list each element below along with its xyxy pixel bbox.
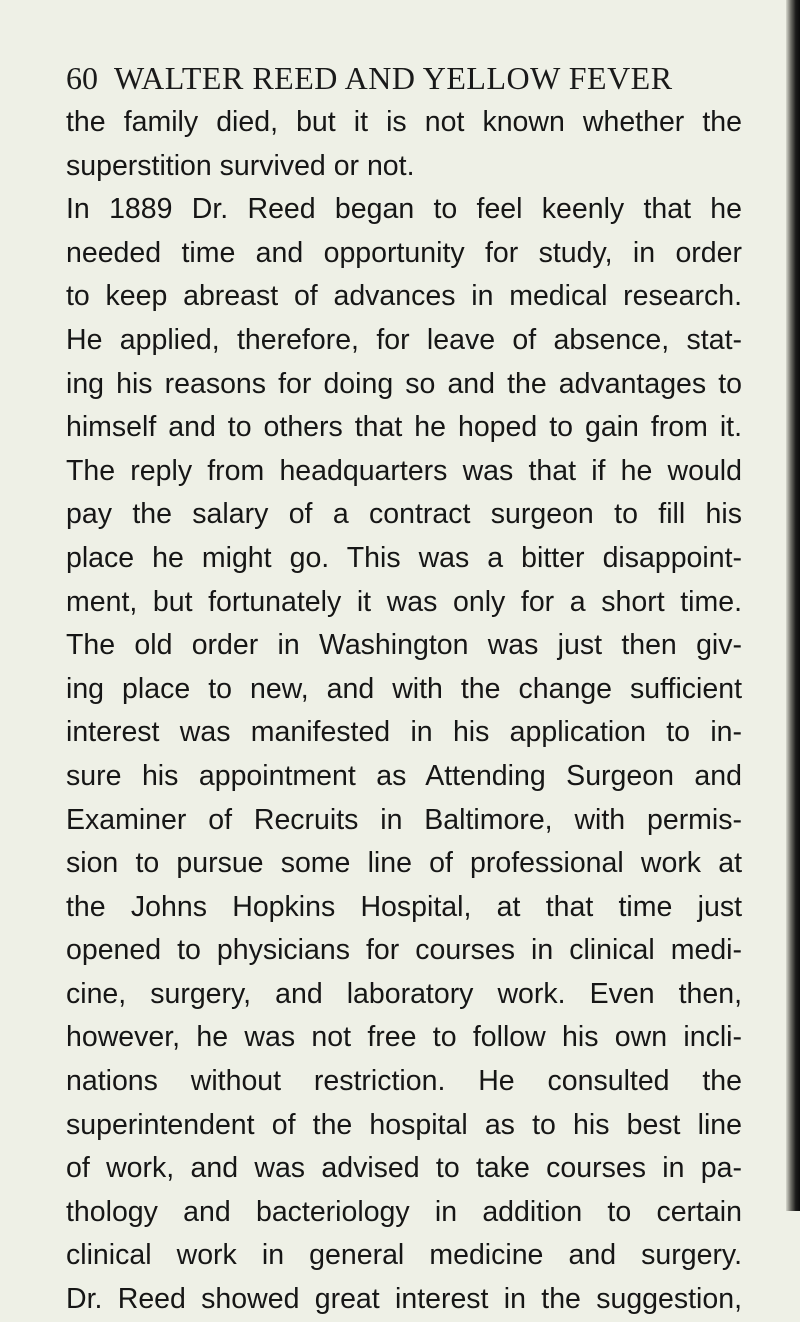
body-text bbox=[66, 101, 742, 1322]
text-line: the Johns Hopkins Hospital, at that time just bbox=[66, 890, 742, 923]
text-line: cine, surgery, and laboratory work. Even then, bbox=[66, 977, 742, 1010]
text-line: superintendent of the hospital as to his best line bbox=[66, 1108, 742, 1141]
text-line: of work, and was advised to take courses in pa- bbox=[66, 1152, 742, 1185]
text-line: sure his appointment as Attending Surgeon and bbox=[66, 759, 742, 792]
text-line: Examiner of Recruits in Baltimore, with permis- bbox=[66, 803, 742, 836]
text-line: needed time and opportunity for study, in order bbox=[66, 236, 742, 269]
text-line: superstition survived or not. bbox=[66, 149, 415, 182]
text-line: ing his reasons for doing so and the advantages to bbox=[66, 367, 742, 400]
text-line: nations without restriction. He consulted the bbox=[66, 1065, 742, 1098]
text-line: place he might go. This was a bitter disappoint- bbox=[66, 541, 742, 574]
page-header bbox=[66, 58, 746, 98]
text-line: clinical work in general medicine and surgery. bbox=[66, 1239, 742, 1272]
book-spine-shadow bbox=[786, 0, 800, 1211]
text-line: however, he was not free to follow his own incli- bbox=[66, 1021, 742, 1054]
text-line: sion to pursue some line of professional work at bbox=[66, 847, 742, 880]
text-line: pay the salary of a contract surgeon to fill his bbox=[66, 498, 742, 531]
text-line: himself and to others that he hoped to gain from it. bbox=[66, 411, 742, 444]
text-line: He applied, therefore, for leave of absence, stat- bbox=[66, 323, 742, 356]
text-line: Dr. Reed showed great interest in the suggestion, bbox=[66, 1283, 742, 1316]
text-line: interest was manifested in his application to in- bbox=[66, 716, 742, 749]
text-line: ment, but fortunately it was only for a short time. bbox=[66, 585, 742, 618]
text-line: the family died, but it is not known whether the bbox=[66, 106, 742, 138]
text-line: The old order in Washington was just then giv- bbox=[66, 629, 742, 662]
page-number: 60 bbox=[66, 60, 98, 96]
running-title: WALTER REED AND YELLOW FEVER bbox=[114, 60, 673, 96]
text-line: opened to physicians for courses in clinical medi- bbox=[66, 934, 742, 967]
text-line: thology and bacteriology in addition to certain bbox=[66, 1195, 742, 1228]
text-line: ing place to new, and with the change sufficient bbox=[66, 672, 742, 705]
text-line: The reply from headquarters was that if he would bbox=[66, 454, 742, 487]
text-line: to keep abreast of advances in medical research. bbox=[66, 280, 742, 313]
text-line: In 1889 Dr. Reed began to feel keenly that he bbox=[66, 193, 742, 226]
